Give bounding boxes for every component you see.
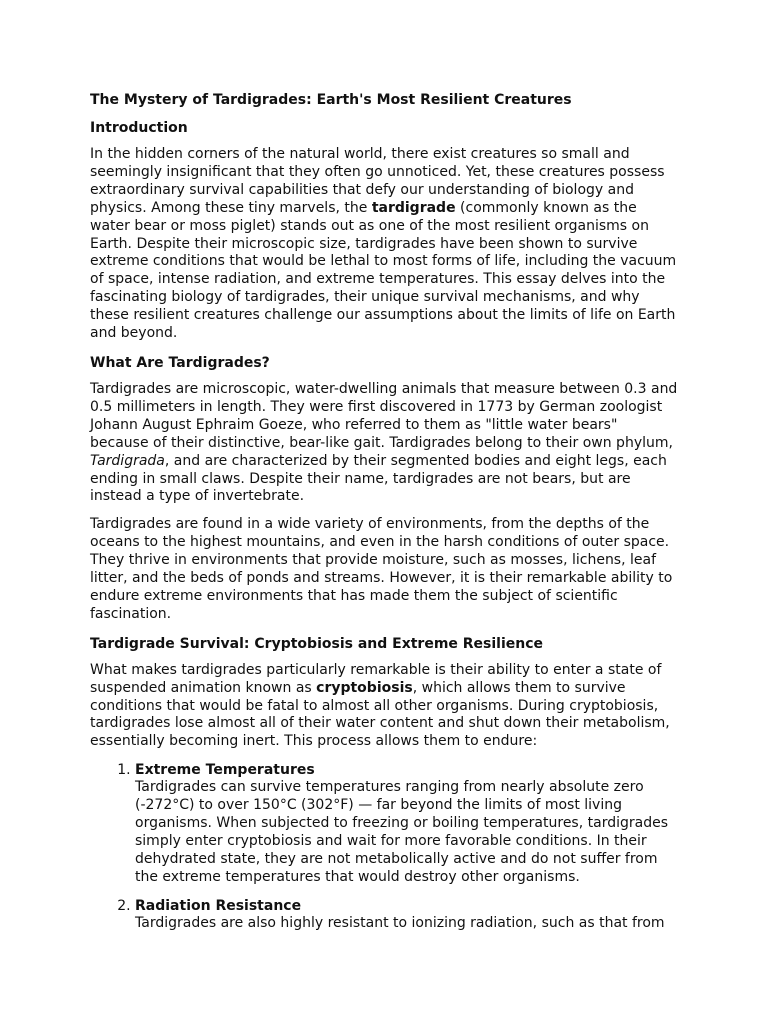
list-item-title: 2. Radiation Resistance bbox=[135, 897, 302, 914]
intro-bold-tardigrade: tardigrade bbox=[371, 199, 456, 216]
paragraph-introduction bbox=[90, 146, 678, 343]
survival-bold-cryptobiosis: cryptobiosis bbox=[316, 679, 413, 696]
paragraph-survival-1 bbox=[90, 662, 678, 752]
survival-text-2: , which allows them to survive conditions that would be fatal to almost all other organisms. During cryptobiosis, tardigrades lose almost all of their water content and shut down their metabolism, essentially becoming inert. This process allows them to endure: bbox=[90, 679, 670, 750]
survival-list bbox=[90, 761, 678, 932]
what-italic-tardigrada: Tardigrada bbox=[90, 452, 165, 469]
intro-text-1: In the hidden corners of the natural world, there exist creatures so small and seemingly insignificant that they often go unnoticed. Yet, these creatures possess extraordinary survival capabilities that defy our understanding of biology and physics. Among these tiny marvels, the bbox=[90, 146, 665, 216]
list-item bbox=[135, 897, 678, 933]
list-item bbox=[135, 761, 678, 886]
paragraph-what-2: Tardigrades are found in a wide variety of environments, from the depths of the oceans to the highest mountains, and even in the harsh conditions of outer space. They thrive in environments that provide moisture, such as mosses, lichens, leaf litter, and the beds of ponds and streams. However, it is their remarkable ability to endure extreme environments that has made them the subject of scientific fascination. bbox=[90, 516, 673, 622]
what-text-1: Tardigrades are microscopic, water-dwelling animals that measure between 0.3 and 0.5 millimeters in length. They were first discovered in 1773 by German zoologist Johann August Ephraim Goeze, who referred to them as "little water bears" because of their distinctive, bear-like gait. Tardigrades belong to their own phylum, bbox=[90, 380, 678, 451]
survival-text-1: What makes tardigrades particularly remarkable is their ability to enter a state of suspended animation known as bbox=[90, 661, 662, 696]
paragraph-what-1 bbox=[90, 381, 678, 506]
what-text-2: , and are characterized by their segmented bodies and eight legs, each ending in small claws. Despite their name, tardigrades are not bears, but are instead a type of invertebrate. bbox=[90, 452, 667, 505]
heading-survival: Tardigrade Survival: Cryptobiosis and Extreme Resilience bbox=[90, 635, 544, 652]
list-item-title: 1. Extreme Temperatures bbox=[135, 762, 315, 779]
list-item-body: Tardigrades can survive temperatures ranging from nearly absolute zero (-272°C) to over 150°C (302°F) — far beyond the limits of most living organisms. When subjected to freezing or boiling temperatures, tardigrades simply enter cryptobiosis and wait for more favorable conditions. In their dehydrated state, they are not metabolically active and do not suffer from the extreme temperatures that would destroy other organisms. bbox=[135, 779, 668, 885]
heading-introduction: Introduction bbox=[90, 120, 188, 136]
list-item-body: Tardigrades are also highly resistant to ionizing radiation, such as that from bbox=[135, 914, 665, 931]
heading-what-are-tardigrades: What Are Tardigrades? bbox=[90, 354, 270, 371]
document-title: The Mystery of Tardigrades: Earth's Most Resilient Creatures bbox=[90, 92, 572, 108]
intro-text-2: (commonly known as the water bear or moss piglet) stands out as one of the most resilient organisms on Earth. Despite their microscopic size, tardigrades have been shown to survive extreme conditions that would be lethal to most forms of life, including the vacuum of space, intense radiation, and extreme temperatures. This essay delves into the fascinating biology of tardigrades, their unique survival mechanisms, and why these resilient creatures challenge our assumptions about the limits of life on Earth and beyond. bbox=[90, 199, 677, 342]
